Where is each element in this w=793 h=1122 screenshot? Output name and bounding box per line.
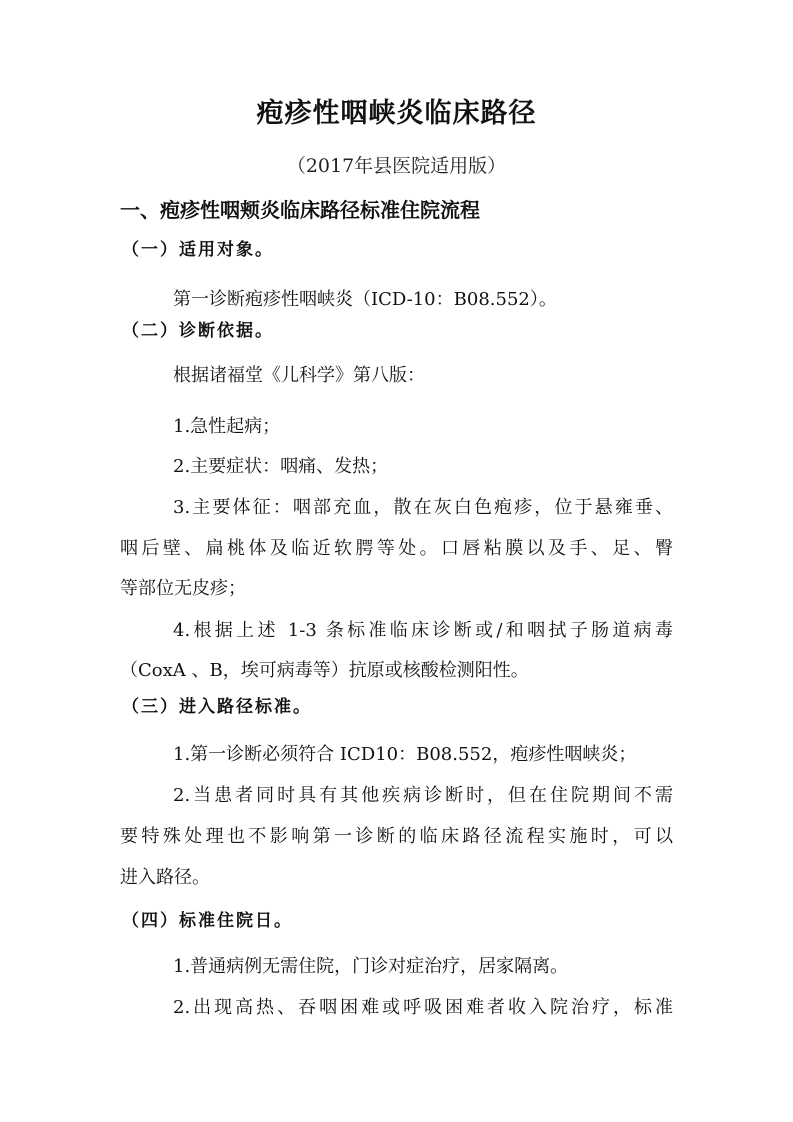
subsection-1-paragraph: 第一诊断疱疹性咽峡炎（ICD-10：B08.552）。 xyxy=(173,289,557,310)
diagnosis-item-3-line-2: 咽后壁、扁桃体及临近软腭等处。口唇粘膜以及手、足、臀 xyxy=(120,538,673,559)
diagnosis-item-2: 2.主要症状：咽痛、发热； xyxy=(173,456,389,477)
subsection-1-heading: （一）适用对象。 xyxy=(122,240,274,260)
subsection-2-heading: （二）诊断依据。 xyxy=(122,321,274,341)
criteria-item-1: 1.第一诊断必须符合 ICD10：B08.552，疱疹性咽峡炎； xyxy=(173,744,637,765)
criteria-item-2-line-1: 2.当患者同时具有其他疾病诊断时，但在住院期间不需 xyxy=(173,785,673,806)
subsection-3-heading: （三）进入路径标准。 xyxy=(122,697,312,717)
criteria-item-2-line-2: 要特殊处理也不影响第一诊断的临床路径流程实施时，可以 xyxy=(120,826,673,847)
diagnosis-item-1: 1.急性起病； xyxy=(173,416,281,437)
diagnosis-item-3-line-1: 3.主要体征：咽部充血，散在灰白色疱疹，位于悬雍垂、 xyxy=(173,497,673,518)
document-subtitle: （2017年县医院适用版） xyxy=(286,155,507,177)
subsection-4-heading: （四）标准住院日。 xyxy=(122,911,293,931)
diagnosis-intro: 根据诸福堂《儿科学》第八版： xyxy=(173,365,425,386)
diagnosis-item-4-line-2: （CoxA 、B，埃可病毒等）抗原或核酸检测阳性。 xyxy=(120,660,529,681)
stay-item-2-line-1: 2.出现高热、吞咽困难或呼吸困难者收入院治疗，标准 xyxy=(173,997,673,1018)
document-title: 疱疹性咽峡炎临床路径 xyxy=(256,98,537,129)
diagnosis-item-4-line-1: 4.根据上述 1-3 条标准临床诊断或/和咽拭子肠道病毒 xyxy=(173,620,673,641)
stay-item-1: 1.普通病例无需住院，门诊对症治疗，居家隔离。 xyxy=(173,956,569,977)
section-1-heading: 一、疱疹性咽颊炎临床路径标准住院流程 xyxy=(120,198,480,222)
diagnosis-item-3-line-3: 等部位无皮疹； xyxy=(120,578,246,599)
criteria-item-2-line-3: 进入路径。 xyxy=(120,867,210,888)
